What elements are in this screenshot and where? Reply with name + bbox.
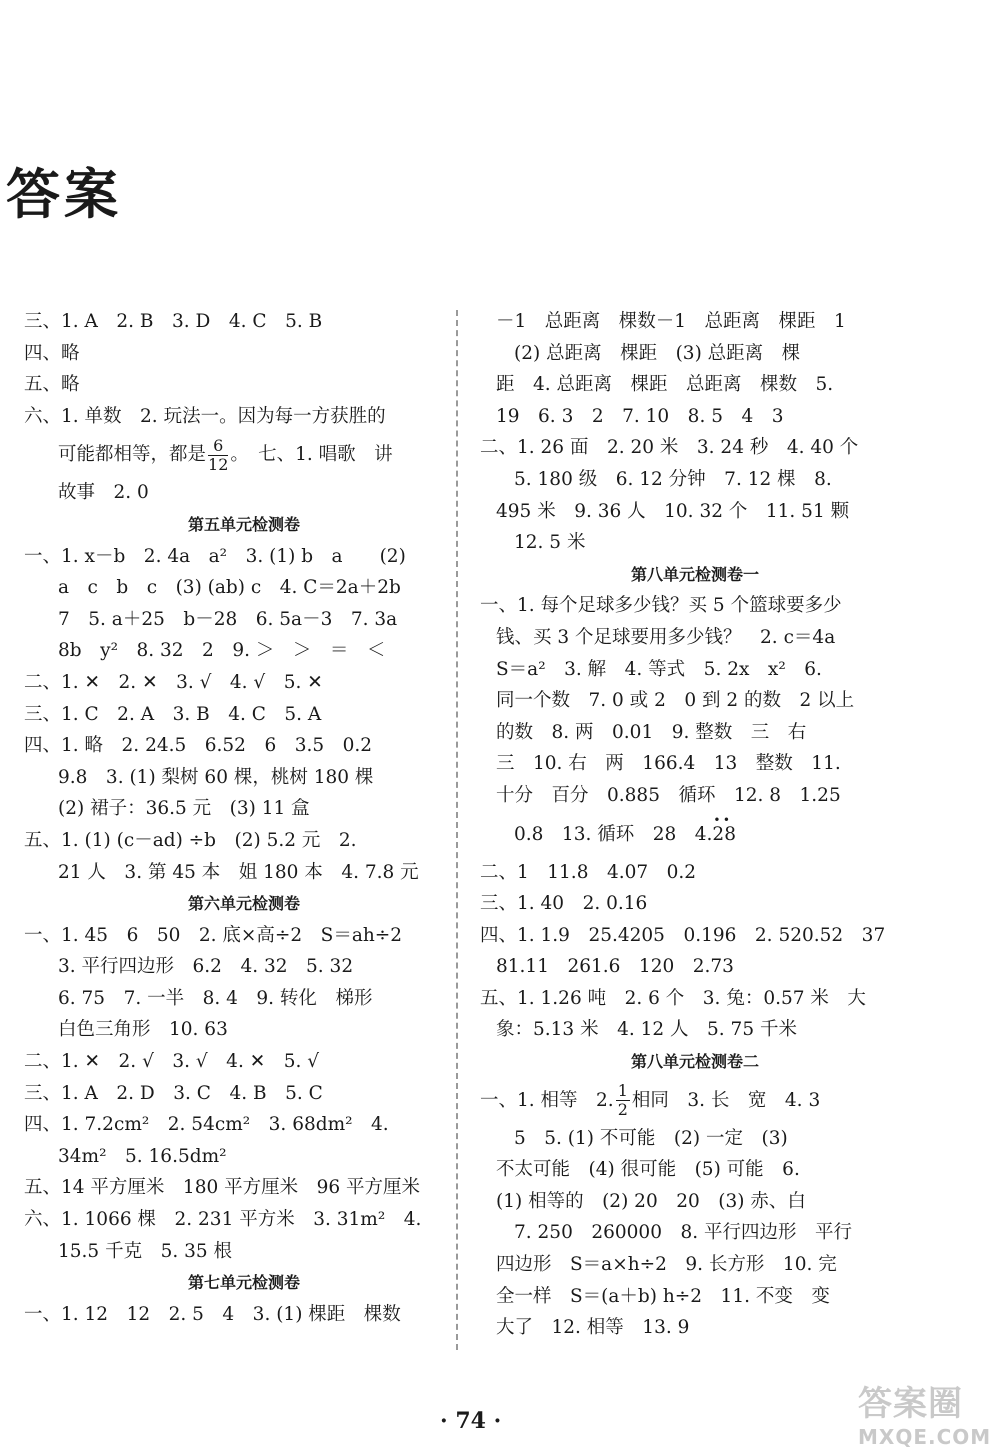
answer-line: 大了 12. 相等 13. 9 <box>496 1317 690 1339</box>
answer-line: 象：5.13 米 4. 12 人 5. 75 千米 <box>496 1019 797 1041</box>
answer-line: 三、1. A 2. B 3. D 4. C 5. B <box>24 311 323 332</box>
answer-line: 3. 平行四边形 6.2 4. 32 5. 32 <box>58 956 354 978</box>
answer-line: (1) 相等的 (2) 20 20 (3) 赤、白 <box>496 1190 806 1212</box>
fraction-denominator: 12 <box>208 454 229 474</box>
answer-line: 四、1. 7.2cm² 2. 54cm² 3. 68dm² 4. <box>24 1114 389 1136</box>
answer-line: 故事 2. 0 <box>58 482 149 504</box>
answer-line: 四、略 <box>24 342 80 364</box>
answer-line: 三、1. A 2. D 3. C 4. B 5. C <box>24 1082 323 1104</box>
answer-line: 二、1 11.8 4.07 0.2 <box>480 861 697 883</box>
fraction-numerator: 6 <box>208 438 228 456</box>
answer-line: 五、14 平方厘米 180 平方厘米 96 平方厘米 <box>24 1177 421 1199</box>
section-heading: 第八单元检测卷一 <box>630 564 759 584</box>
answer-line: 白色三角形 10. 63 <box>58 1019 228 1041</box>
section-heading: 第五单元检测卷 <box>187 514 300 534</box>
answer-line: 六、1. 1066 棵 2. 231 平方米 3. 31m² 4. <box>24 1209 422 1231</box>
answer-text: 可能都相等，都是 <box>58 444 207 466</box>
fraction <box>616 1083 630 1118</box>
answer-line-fraction <box>480 1078 910 1123</box>
answer-line: S＝a² 3. 解 4. 等式 5. 2x x² 6. <box>496 658 822 680</box>
answer-line: 不太可能 (4) 很可能 (5) 可能 6. <box>496 1159 800 1181</box>
answer-line: 二、1. ✕ 2. ✕ 3. √ 4. √ 5. ✕ <box>24 671 323 693</box>
answer-line: 81.11 261.6 120 2.73 <box>496 956 734 978</box>
fraction-numerator: 1 <box>617 1081 628 1101</box>
answer-line: 同一个数 7. 0 或 2 0 到 2 的数 2 以上 <box>496 690 855 712</box>
answer-line: 四、1. 略 2. 24.5 6.52 6 3.5 0.2 <box>24 735 373 757</box>
answer-line: 五、略 <box>24 374 80 396</box>
fraction-denominator: 2 <box>617 1100 628 1120</box>
answer-line: 8b y² 8. 32 2 9. ＞ ＞ ＝ ＜ <box>58 640 386 662</box>
answer-text: 一、1. 相等 2. <box>480 1089 614 1111</box>
answer-line: 9.8 3. (1) 梨树 60 棵，桃树 180 棵 <box>58 766 374 788</box>
answer-line: 6. 75 7. 一半 8. 4 9. 转化 梯形 <box>58 987 373 1009</box>
answer-line: 一、1. 12 12 2. 5 4 3. (1) 棵距 棵数 <box>24 1303 401 1325</box>
answer-text: 0.8 13. 循环 28 4. <box>514 823 713 845</box>
answer-line: 34m² 5. 16.5dm² <box>58 1145 227 1167</box>
answer-line: 四、1. 1.9 25.4205 0.196 2. 520.52 37 <box>480 924 886 946</box>
watermark-sub: MXQE.COM <box>858 1425 992 1449</box>
answer-line: 一、1. 45 6 50 2. 底×高÷2 S＝ah÷2 <box>24 924 403 946</box>
answer-line: 5 5. (1) 不可能 (2) 一定 (3) <box>514 1127 788 1149</box>
answer-line: 五、1. (1) (c－ad) ÷b (2) 5.2 元 2. <box>24 829 357 851</box>
answer-line: 7. 250 260000 8. 平行四边形 平行 <box>514 1222 852 1244</box>
answer-line: (2) 裙子：36.5 元 (3) 11 盒 <box>58 798 310 820</box>
answer-line: 7 5. a＋25 b－28 6. 5a－3 7. 3a <box>58 608 398 630</box>
answer-line: 495 米 9. 36 人 10. 32 个 11. 51 颗 <box>496 500 850 522</box>
answer-line: (2) 总距离 棵距 (3) 总距离 棵 <box>514 342 801 364</box>
answer-line: 三、1. 40 2. 0.16 <box>480 893 648 915</box>
answer-line: 一、1. 每个足球多少钱？买 5 个篮球要多少 <box>480 595 842 617</box>
fraction <box>208 435 229 474</box>
page-title: 答案 <box>6 163 122 226</box>
answer-line: 15.5 千克 5. 35 根 <box>58 1240 233 1262</box>
section-heading: 第七单元检测卷 <box>187 1273 300 1293</box>
page-number: · 74 · <box>440 1408 502 1434</box>
watermark-logo <box>858 1376 996 1454</box>
section-heading: 第八单元检测卷二 <box>630 1052 759 1072</box>
answer-line: 三 10. 右 两 166.4 13 整数 11. <box>496 753 841 775</box>
answer-line: －1 总距离 棵数－1 总距离 棵距 1 <box>496 311 846 332</box>
answer-line: 三、1. C 2. A 3. B 4. C 5. A <box>24 703 322 725</box>
answer-line: 四边形 S＝a×h÷2 9. 长方形 10. 完 <box>496 1254 837 1276</box>
left-column <box>24 306 464 1330</box>
answer-text: 。 七、1. 唱歌 讲 <box>230 444 393 466</box>
answer-line: 六、1. 单数 2. 玩法一。因为每一方获胜的 <box>24 405 386 427</box>
answer-line: 十分 百分 0.885 循环 12. 8 1.25 <box>496 784 841 806</box>
answer-line: 五、1. 1.26 吨 2. 6 个 3. 兔：0.57 米 大 <box>480 987 866 1009</box>
answer-line: a c b c (3) (ab) c 4. C＝2a＋2b <box>58 577 401 599</box>
answer-line: 19 6. 3 2 7. 10 8. 5 4 3 <box>496 405 784 427</box>
repeating-decimal: • • 28 <box>712 812 736 857</box>
answer-line: 21 人 3. 第 45 本 姐 180 本 4. 7.8 元 <box>58 861 419 883</box>
answer-line: 全一样 S＝(a＋b) h÷2 11. 不变 变 <box>496 1285 830 1307</box>
answer-line: 的数 8. 两 0.01 9. 整数 三 右 <box>496 721 807 743</box>
right-column <box>480 306 910 1344</box>
answer-line-repeating-decimal <box>480 812 910 857</box>
watermark-main: 答案圈 <box>858 1384 963 1424</box>
section-heading: 第六单元检测卷 <box>187 894 300 914</box>
answer-line: 5. 180 级 6. 12 分钟 7. 12 棵 8. <box>514 468 832 490</box>
answer-text: 相同 3. 长 宽 4. 3 <box>631 1089 821 1111</box>
answer-line-fraction <box>24 432 464 477</box>
answer-line: 二、1. 26 面 2. 20 米 3. 24 秒 4. 40 个 <box>480 437 859 459</box>
answer-line: 二、1. ✕ 2. √ 3. √ 4. ✕ 5. √ <box>24 1051 320 1073</box>
answer-line: 12. 5 米 <box>514 532 586 554</box>
answer-line: 一、1. x－b 2. 4a a² 3. (1) b a (2) <box>24 545 406 567</box>
answer-line: 钱、买 3 个足球要用多少钱？ 2. c＝4a <box>496 626 836 648</box>
answer-line: 距 4. 总距离 棵距 总距离 棵数 5. <box>496 374 834 396</box>
